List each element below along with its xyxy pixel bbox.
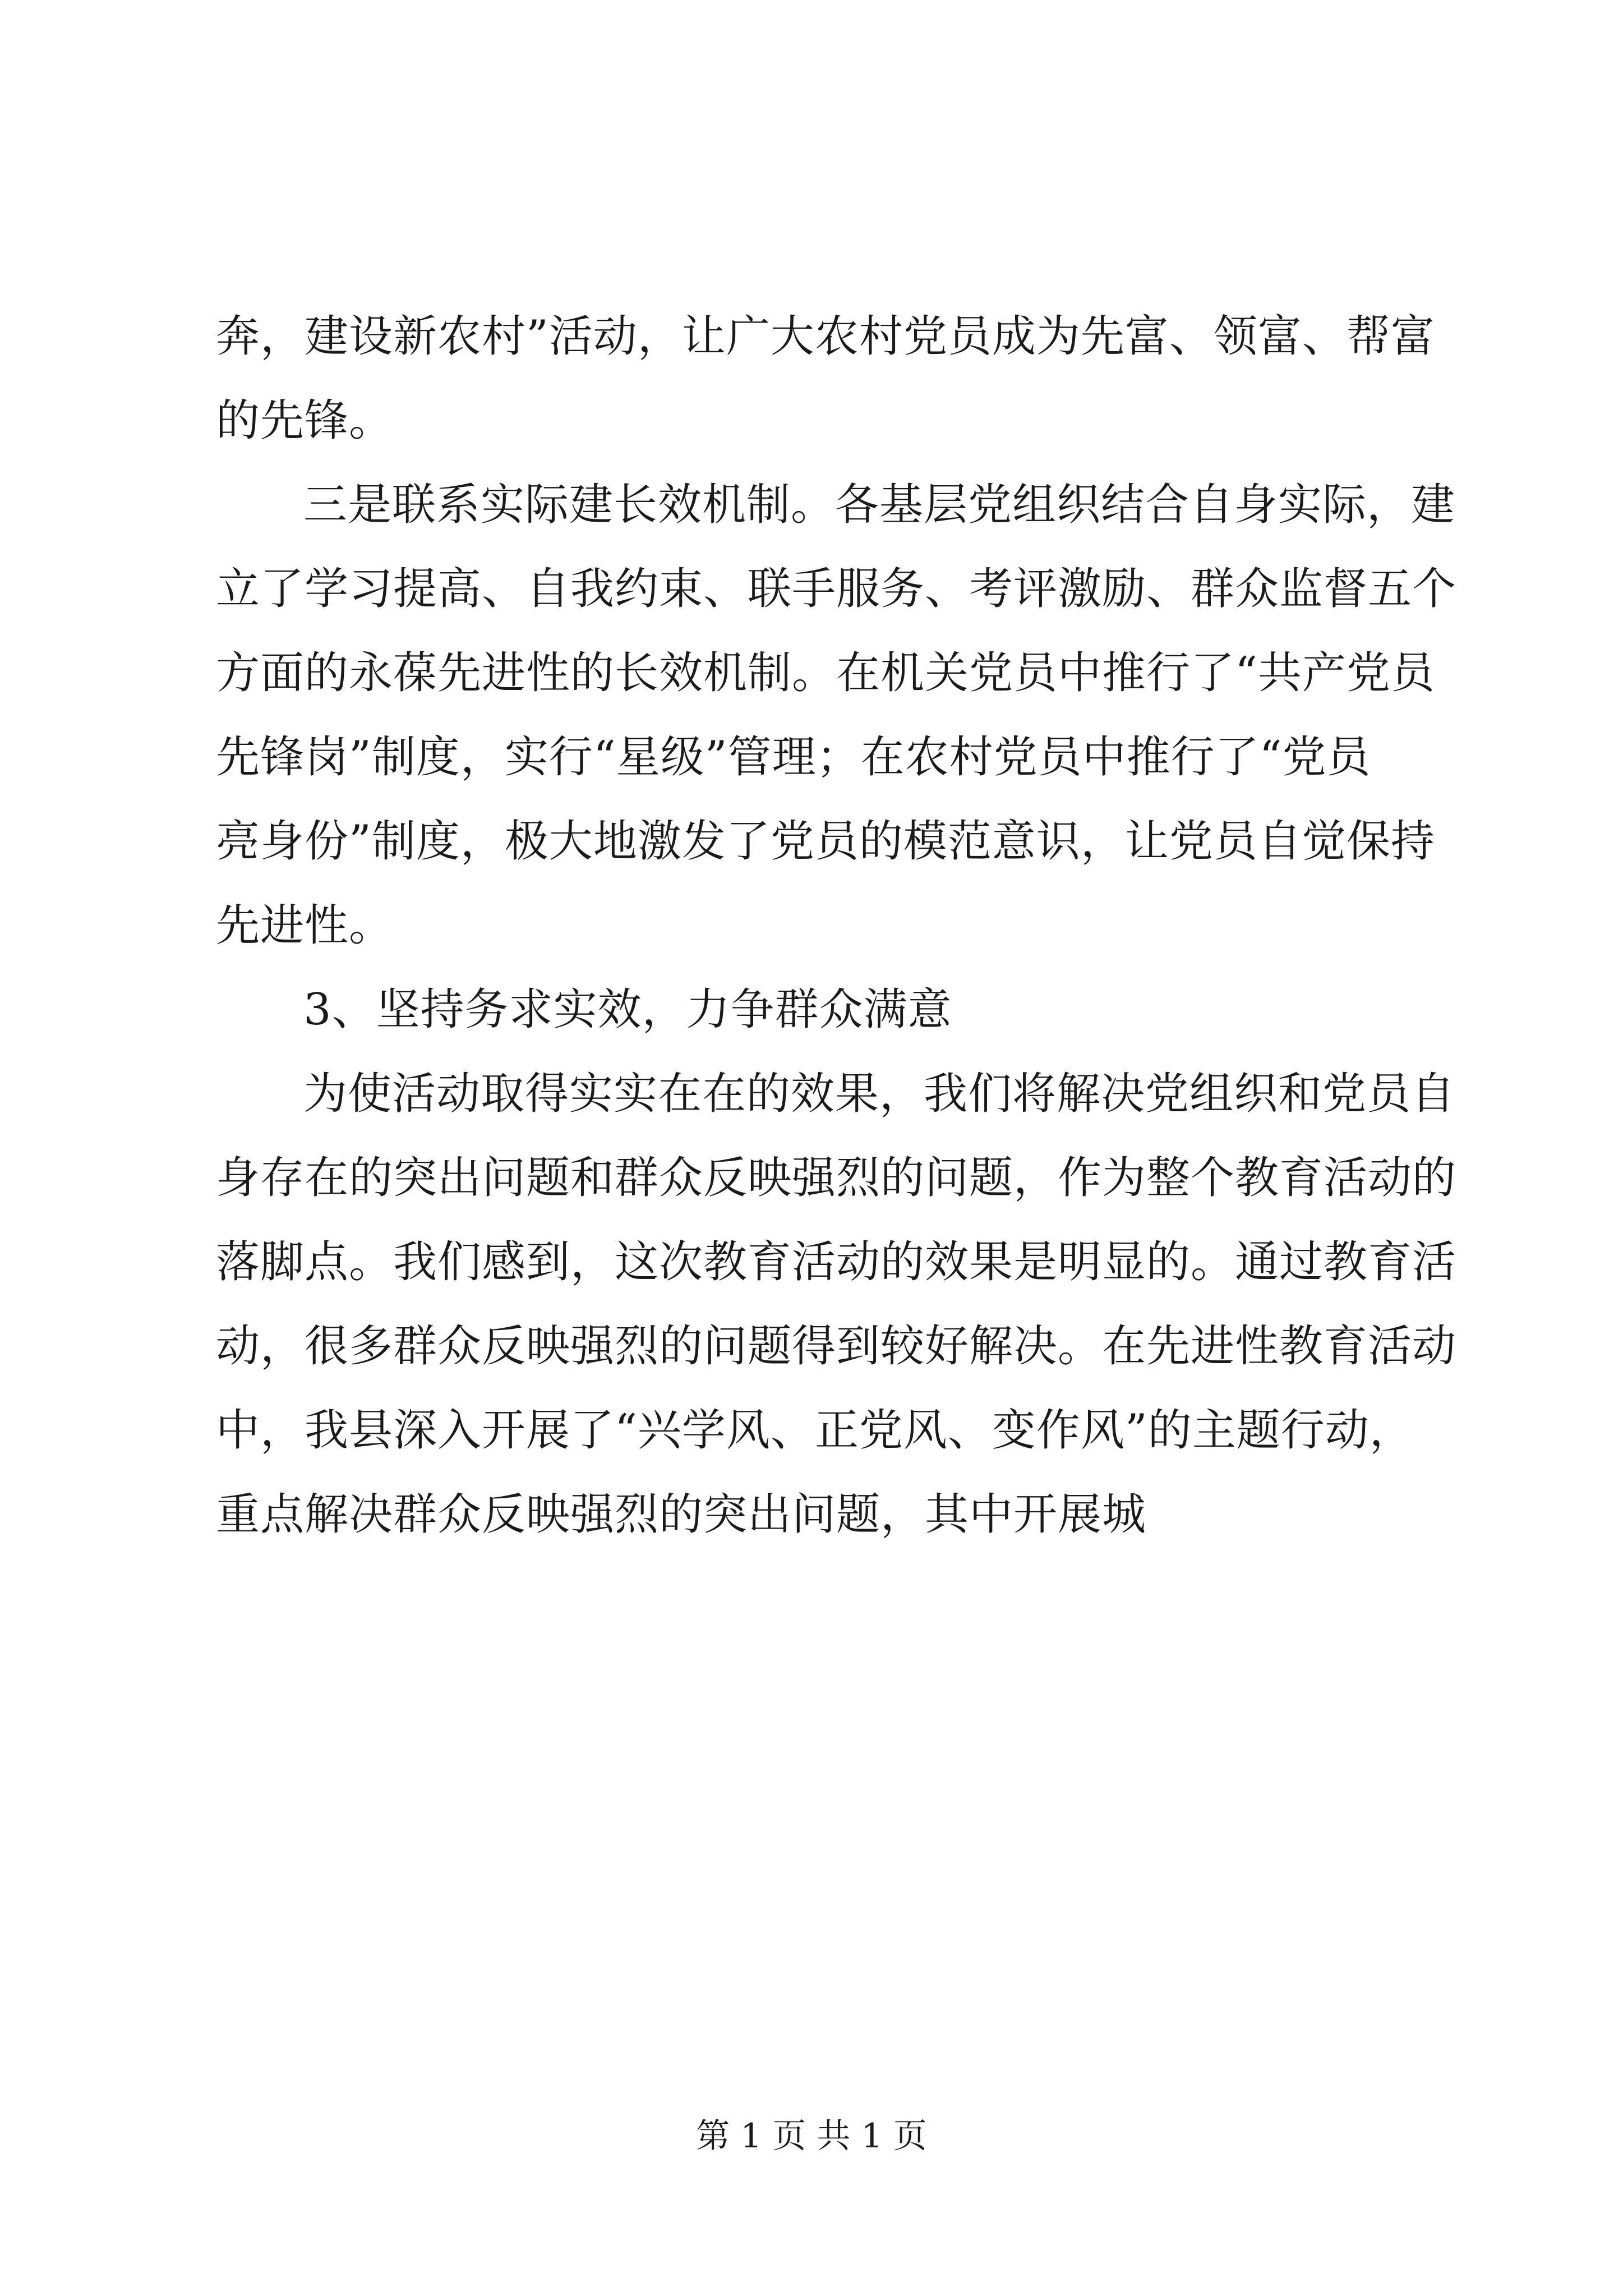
text-line: 身存在的突出问题和群众反映强烈的问题，作为整个教育活动的 xyxy=(216,1153,1457,1203)
text-line: 先锋岗”制度，实行“星级”管理；在农村党员中推行了“党员 xyxy=(216,732,1371,783)
paragraph-start-line: 为使活动取得实实在在的效果，我们将解决党组织和党员自 xyxy=(303,1069,1456,1119)
text-line: 的先锋。 xyxy=(216,395,394,446)
text-line: 立了学习提高、自我约束、联手服务、考评激励、群众监督五个 xyxy=(216,564,1457,614)
paragraph-start-line: 三是联系实际建长效机制。各基层党组织结合自身实际，建 xyxy=(303,480,1456,530)
text-line: 落脚点。我们感到，这次教育活动的效果是明显的。通过教育活 xyxy=(216,1237,1457,1287)
text-line: 方面的永葆先进性的长效机制。在机关党员中推行了“共产党员 xyxy=(216,648,1435,698)
text-line: 奔，建设新农村”活动，让广大农村党员成为先富、领富、帮富 xyxy=(216,311,1435,362)
text-line: 中，我县深入开展了“兴学风、正党风、变作风”的主题行动， xyxy=(216,1405,1414,1456)
text-line: 先进性。 xyxy=(216,900,394,951)
text-line: 动，很多群众反映强烈的问题得到较好解决。在先进性教育活动 xyxy=(216,1321,1457,1372)
text-line: 亮身份”制度，极大地激发了党员的模范意识，让党员自觉保持 xyxy=(216,816,1435,867)
text-line: 重点解决群众反映强烈的突出问题，其中开展城 xyxy=(216,1489,1147,1540)
section-heading: 3、坚持务求实效，力争群众满意 xyxy=(303,984,952,1035)
page-footer: 第 1 页 共 1 页 xyxy=(696,2116,927,2156)
document-body xyxy=(216,295,1457,1557)
